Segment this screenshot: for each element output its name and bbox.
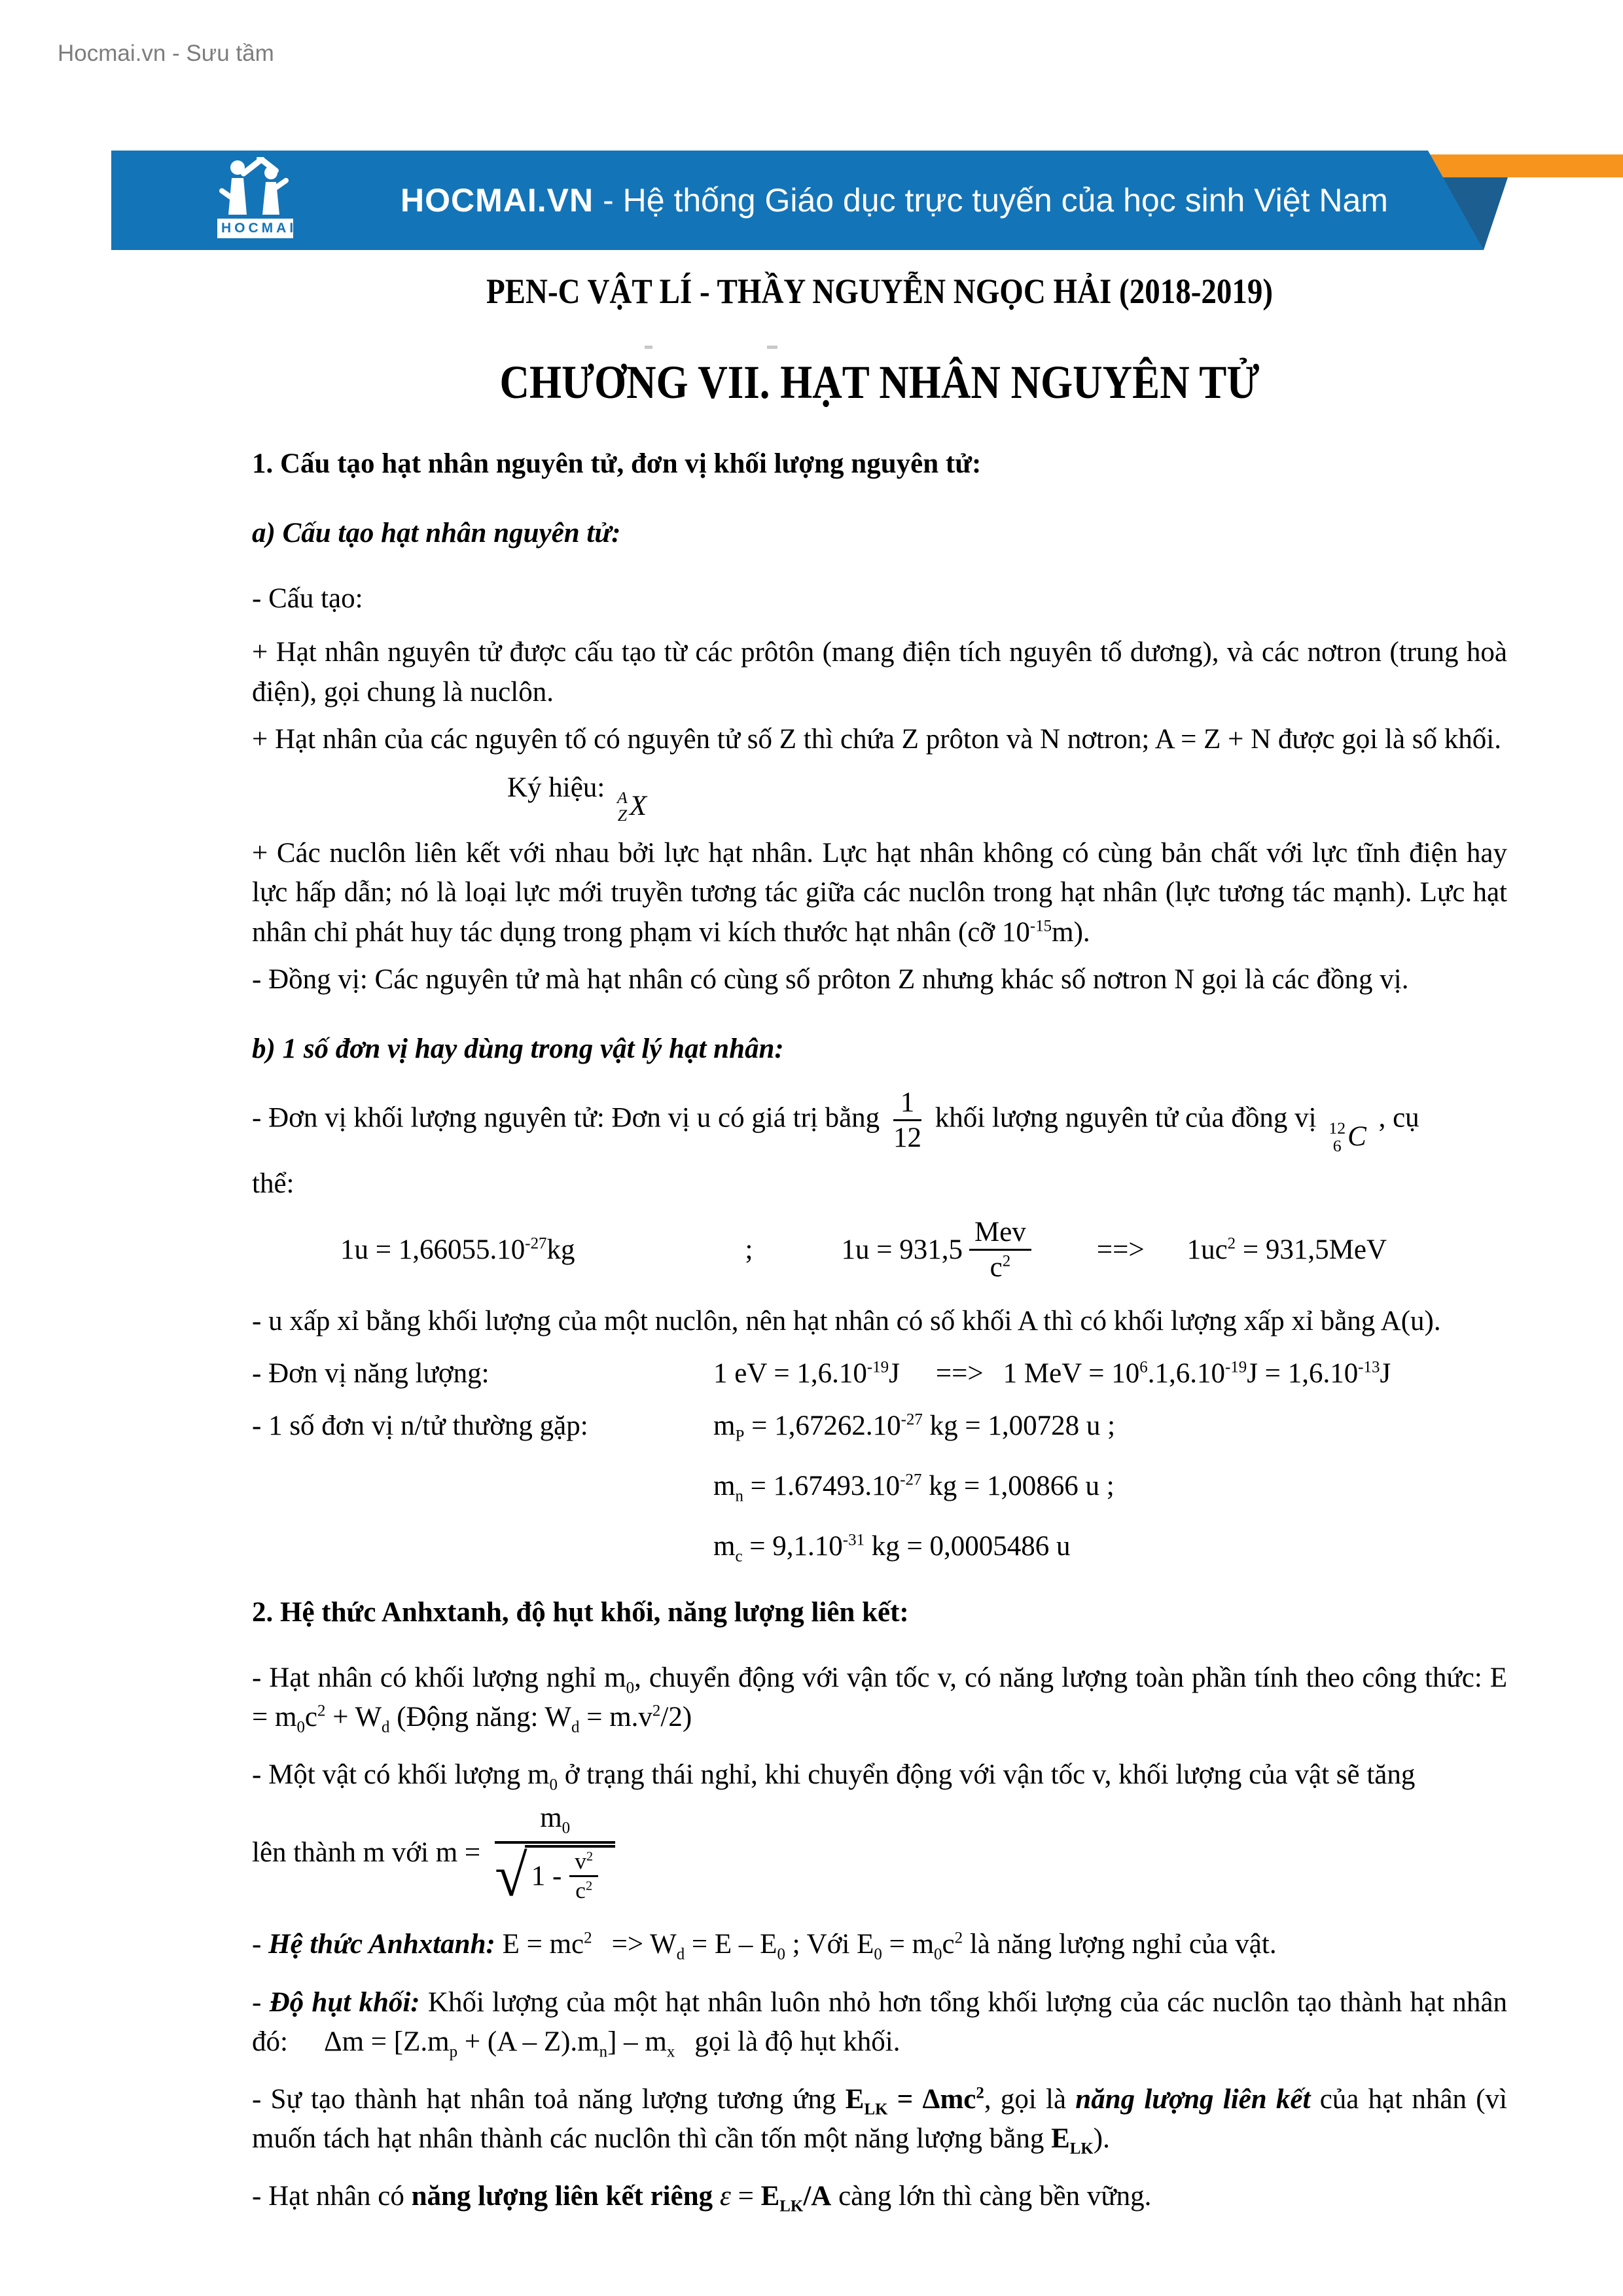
artifact-dash (645, 346, 652, 349)
text-run: .1,6.10 (1147, 1357, 1225, 1389)
implies-arrow: ==> (1096, 1234, 1145, 1265)
text-run: = 931,5MeV (1242, 1234, 1387, 1265)
sub-index: n (735, 1487, 743, 1505)
sup-exponent: 2 (652, 1702, 661, 1720)
paragraph-u-approx: - u xấp xỉ bằng khối lượng của một nuclôn, nên hạt nhân có số khối A thì có khối lượng xấp xỉ bằng A(u). (252, 1305, 1441, 1336)
sup-exponent: -27 (900, 1471, 922, 1489)
nuclide-charge: Z (617, 806, 628, 825)
sup-exponent: 2 (976, 2084, 984, 2102)
sup-exponent: 2 (317, 1702, 326, 1720)
binding-energy-formula (845, 2083, 984, 2119)
sub-index: c (735, 1548, 743, 1566)
text-run: c (990, 1252, 1003, 1283)
sup-exponent: 2 (584, 1929, 592, 1948)
sup-exponent: -19 (866, 1358, 889, 1376)
sup-exponent: 2 (586, 1848, 594, 1863)
sub-index: p (449, 2043, 458, 2061)
text-run: , cụ (1378, 1102, 1419, 1134)
course-title-text: PEN-C VẬT LÍ - THẦY NGUYỄN NGỌC HẢI (2018-2019) (486, 272, 1274, 312)
sup-exponent: 2 (585, 1878, 593, 1893)
sub-index: 0 (777, 1945, 785, 1964)
text-run: = 1.67493.10 (743, 1471, 901, 1502)
sub-index: n (599, 2043, 608, 2061)
sub-index: d (382, 1718, 390, 1736)
paragraph-mass-number: + Hạt nhân của các nguyên tố có nguyên tử số Z thì chứa Z prôton và N nơtron; A = Z + N được gọi là số khối. (252, 723, 1501, 755)
text-run: 1u = 931,5 (841, 1234, 963, 1265)
text-run: m (713, 1410, 736, 1442)
nuclide-charge: 6 (1332, 1136, 1342, 1155)
text-run: , chuyển động với vận tốc v, có năng lượng toàn phần tính theo công thức: E = m (252, 1662, 1507, 1732)
banner-tagline: - Hệ thống Giáo dục trực tuyến của học sinh Việt Nam (603, 182, 1388, 219)
carbon-12-notation (1329, 1117, 1366, 1157)
energy-unit-row (252, 1354, 1507, 1393)
radicand (525, 1845, 615, 1905)
sup-exponent: -13 (1358, 1358, 1380, 1376)
watermark: Hocmai.vn - Sưu tầm (58, 41, 274, 66)
text-run: = 1,67262.10 (744, 1410, 901, 1442)
text-run: v (575, 1848, 586, 1874)
section-2-heading: 2. Hệ thức Anhxtanh, độ hụt khối, năng lượng liên kết: (252, 1596, 909, 1628)
text-run: + W (325, 1702, 382, 1732)
text-run: = E – E (685, 1929, 777, 1960)
paragraph-specific-binding-energy (252, 2177, 1507, 2216)
mass-unit-formulas-row (252, 1217, 1507, 1283)
text-run: E (845, 2083, 865, 2115)
sub-index: LK (864, 2100, 888, 2119)
text-run: J = 1,6.10 (1247, 1357, 1359, 1389)
fraction-numerator: Mev (969, 1217, 1031, 1251)
text-run: càng lớn thì càng bền vững. (831, 2181, 1152, 2212)
text-run: là năng lượng nghỉ của vật. (963, 1929, 1277, 1960)
text-run: 1 MeV = 10 (1003, 1357, 1140, 1389)
nuclide-mass: 12 (1329, 1118, 1346, 1138)
text-run: m (713, 1471, 736, 1502)
relativistic-mass-formula (252, 1799, 1507, 1907)
sub-index: 0 (626, 1679, 635, 1697)
text-run: J (889, 1357, 900, 1389)
nuclide-notation (617, 787, 647, 826)
text-run: - (252, 1986, 270, 2018)
sub-index: 0 (549, 1776, 558, 1794)
text-run: c (942, 1929, 955, 1960)
formula-u-mev (841, 1217, 1037, 1283)
sub-index: P (735, 1427, 745, 1445)
sup-exponent: -27 (901, 1410, 923, 1429)
text-run: , gọi là (984, 2083, 1076, 2115)
implies-arrow: ==> (935, 1357, 984, 1389)
sup-exponent: 2 (1227, 1234, 1236, 1253)
text-run: 1 - (531, 1860, 562, 1892)
text-run: => W (611, 1929, 677, 1960)
elk-symbol (1051, 2123, 1094, 2158)
hocmai-logo-label: HOCMAI (217, 219, 293, 238)
course-title (252, 274, 1507, 310)
section-1b-heading: b) 1 số đơn vị hay dùng trong vật lý hạt nhân: (252, 1033, 784, 1064)
sup-exponent: 6 (1139, 1358, 1148, 1376)
text-run: /A (803, 2181, 832, 2212)
epsilon-symbol: ε (719, 2181, 731, 2212)
nuclide-stack (617, 789, 628, 824)
text-run: kg (546, 1234, 575, 1265)
fraction-denominator (969, 1251, 1031, 1283)
text-run: của hạt nhân (vì muốn tách hạt nhân thành các nuclôn thì cần tốn một năng lượng bằng (252, 2083, 1507, 2155)
text-run: - Hạt nhân có (252, 2181, 412, 2212)
text-run: kg = 1,00866 u ; (921, 1471, 1115, 1502)
separator-semicolon: ; (745, 1234, 753, 1265)
orange-ribbon (1427, 154, 1623, 177)
section-1-heading: 1. Cấu tạo hạt nhân nguyên tử, đơn vị khối lượng nguyên tử: (252, 448, 982, 479)
sup-exponent: -31 (842, 1532, 865, 1550)
sub-index: x (666, 2043, 675, 2061)
text-run: 1u = 1,66055.10 (340, 1234, 526, 1265)
notation-line (252, 768, 1507, 826)
energy-unit-label: - Đơn vị năng lượng: (252, 1357, 490, 1389)
paragraph-nuclear-force (252, 834, 1507, 952)
paragraph-total-energy (252, 1659, 1507, 1737)
sup-exponent: -27 (525, 1234, 547, 1253)
mass-fraction (495, 1799, 615, 1907)
sub-index: 0 (874, 1945, 882, 1964)
particle-units-label: - 1 số đơn vị n/tử thường gặp: (252, 1410, 588, 1442)
sub-index: d (571, 1718, 580, 1736)
text-run: m). (1052, 916, 1090, 948)
fraction-mev-c2 (969, 1217, 1031, 1283)
hocmai-banner (0, 149, 1623, 251)
sub-index: 0 (296, 1718, 305, 1736)
sub-index: LK (779, 2197, 804, 2215)
text-run: - Sự tạo thành hạt nhân toả năng lượng tương ứng (252, 2083, 846, 2115)
formula-proton-mass (713, 1407, 1115, 1446)
sub-index: d (676, 1945, 685, 1964)
text-run: Ký hiệu: (507, 772, 605, 803)
formula-u-kg (340, 1230, 575, 1270)
fraction-one-twelfth (893, 1087, 921, 1154)
nuclide-stack (1329, 1119, 1346, 1155)
text-run: m (713, 1531, 736, 1562)
text-run: khối lượng nguyên tử của đồng vị (935, 1102, 1317, 1134)
text-run: /2) (660, 1702, 692, 1732)
text-run: = m (882, 1929, 935, 1960)
text-run: lên thành m với m = (252, 1837, 481, 1868)
text-run: ] – m (607, 2026, 667, 2057)
text-run: E (1051, 2123, 1070, 2155)
paragraph-atomic-mass-unit-wrap: thể: (252, 1168, 294, 1199)
text-run: c (575, 1878, 586, 1904)
sup-exponent: 2 (1002, 1253, 1011, 1271)
nuclide-symbol: C (1347, 1121, 1366, 1152)
text-run: = (730, 2181, 761, 2212)
text-run: 1 eV = 1,6.10 (713, 1357, 867, 1389)
artifact-dash (767, 346, 777, 349)
chapter-heading (252, 356, 1507, 409)
einstein-label: Hệ thức Anhxtanh: (268, 1929, 495, 1960)
text-run: - (252, 1929, 269, 1960)
paragraph-isotopes: - Đồng vị: Các nguyên tử mà hạt nhân có cùng số prôton Z nhưng khác số nơtron N gọi là các đồng vị. (252, 963, 1409, 995)
paragraph-nucleon-composition: + Hạt nhân nguyên tử được cấu tạo từ các prôtôn (mang điện tích nguyên tố dương), và các nơtron (trung hoà điện), gọi chung là nuclôn. (252, 637, 1507, 708)
sup-exponent: -15 (1029, 917, 1052, 935)
text-run: = m.v (579, 1702, 652, 1732)
particle-units-row (252, 1407, 1507, 1446)
fraction-denominator (569, 1877, 598, 1904)
fraction-numerator (495, 1799, 615, 1843)
text-run: (Động năng: W (389, 1702, 571, 1732)
fraction-denominator: 12 (893, 1122, 921, 1154)
sub-index: LK (1069, 2140, 1094, 2158)
text-run: ). (1093, 2123, 1110, 2155)
formula-ev (713, 1354, 1391, 1393)
paragraph-binding-energy (252, 2080, 1507, 2159)
text-run: - Một vật có khối lượng m (252, 1759, 550, 1791)
text-run: ; Với E (785, 1929, 874, 1960)
text-run: m (540, 1803, 562, 1834)
paragraph-cau-tao: - Cấu tạo: (252, 583, 363, 615)
chapter-heading-text: CHƯƠNG VII. HẠT NHÂN NGUYÊN TỬ (499, 356, 1260, 409)
text-run: gọi là độ hụt khối. (694, 2026, 901, 2057)
text-run: = 9,1.10 (742, 1531, 843, 1562)
elk-over-a (760, 2181, 832, 2215)
hocmai-logo-figures-icon (216, 157, 294, 217)
fraction-denominator (495, 1844, 615, 1907)
text-run: + Các nuclôn liên kết với nhau bởi lực hạt nhân. Lực hạt nhân không có cùng bản chất với lực tĩnh điện hay lực hấp dẫn; nó là loại lực mới truyền tương tác giữa các nuclôn trong hạt nhân (lực tương tác mạnh). Lực hạt nhân chỉ phát huy tác dụng trong phạm vi kích thước hạt nhân (cỡ 10 (252, 838, 1507, 948)
text-run: - Đơn vị khối lượng nguyên tử: Đơn vị u có giá trị bằng (252, 1102, 880, 1134)
text-run: = Δmc (887, 2083, 976, 2115)
sup-exponent: -19 (1224, 1358, 1247, 1376)
paragraph-moving-mass (252, 1755, 1507, 1795)
text-run: E (760, 2181, 780, 2212)
formula-neutron-mass (252, 1467, 1507, 1506)
text-run: ở trạng thái nghỉ, khi chuyển động với vận tốc v, khối lượng của vật sẽ tăng (557, 1759, 1416, 1791)
hocmai-logo (213, 157, 298, 238)
nuclide-mass: A (617, 787, 628, 807)
document-body (252, 274, 1507, 2216)
nuclide-symbol: X (629, 790, 647, 821)
paragraph-einstein-relation (252, 1925, 1507, 1964)
text-run: + (A – Z).m (457, 2026, 599, 2057)
binding-energy-label: năng lượng liên kết (1075, 2083, 1311, 2115)
paragraph-mass-defect (252, 1983, 1507, 2062)
fraction-v2-c2 (569, 1849, 598, 1905)
banner-title (401, 181, 1388, 219)
radical-sign: √ (495, 1842, 527, 1909)
text-run: E = mc (495, 1929, 584, 1960)
text-run: Δm = [Z.m (323, 2026, 450, 2057)
faded-print-artifact (252, 340, 1507, 353)
text-run: kg = 0,0005486 u (865, 1531, 1071, 1562)
text-run: Khối lượng của một hạt nhân luôn nhỏ hơn tổng khối lượng của các nuclôn tạo thành hạt nhân đó: (252, 1986, 1508, 2057)
text-run: c (304, 1702, 318, 1732)
sub-index: 0 (562, 1819, 571, 1837)
banner-brand: HOCMAI.VN (401, 182, 594, 219)
specific-binding-label: năng lượng liên kết riêng (411, 2181, 713, 2212)
mass-defect-label: Độ hụt khối: (269, 1986, 420, 2018)
text-run: J (1380, 1357, 1391, 1389)
text-run: 1uc (1186, 1234, 1228, 1265)
section-1a-heading: a) Cấu tạo hạt nhân nguyên tử: (252, 518, 621, 549)
fraction-numerator (569, 1849, 598, 1878)
paragraph-atomic-mass-unit (252, 1087, 1507, 1157)
sub-index: 0 (934, 1945, 942, 1964)
formula-uc2 (1187, 1230, 1387, 1270)
fraction-numerator: 1 (893, 1087, 921, 1121)
text-run: - Hạt nhân có khối lượng nghỉ m (252, 1662, 626, 1693)
sup-exponent: 2 (954, 1929, 963, 1948)
text-run: kg = 1,00728 u ; (922, 1410, 1116, 1442)
formula-electron-mass (252, 1527, 1507, 1566)
